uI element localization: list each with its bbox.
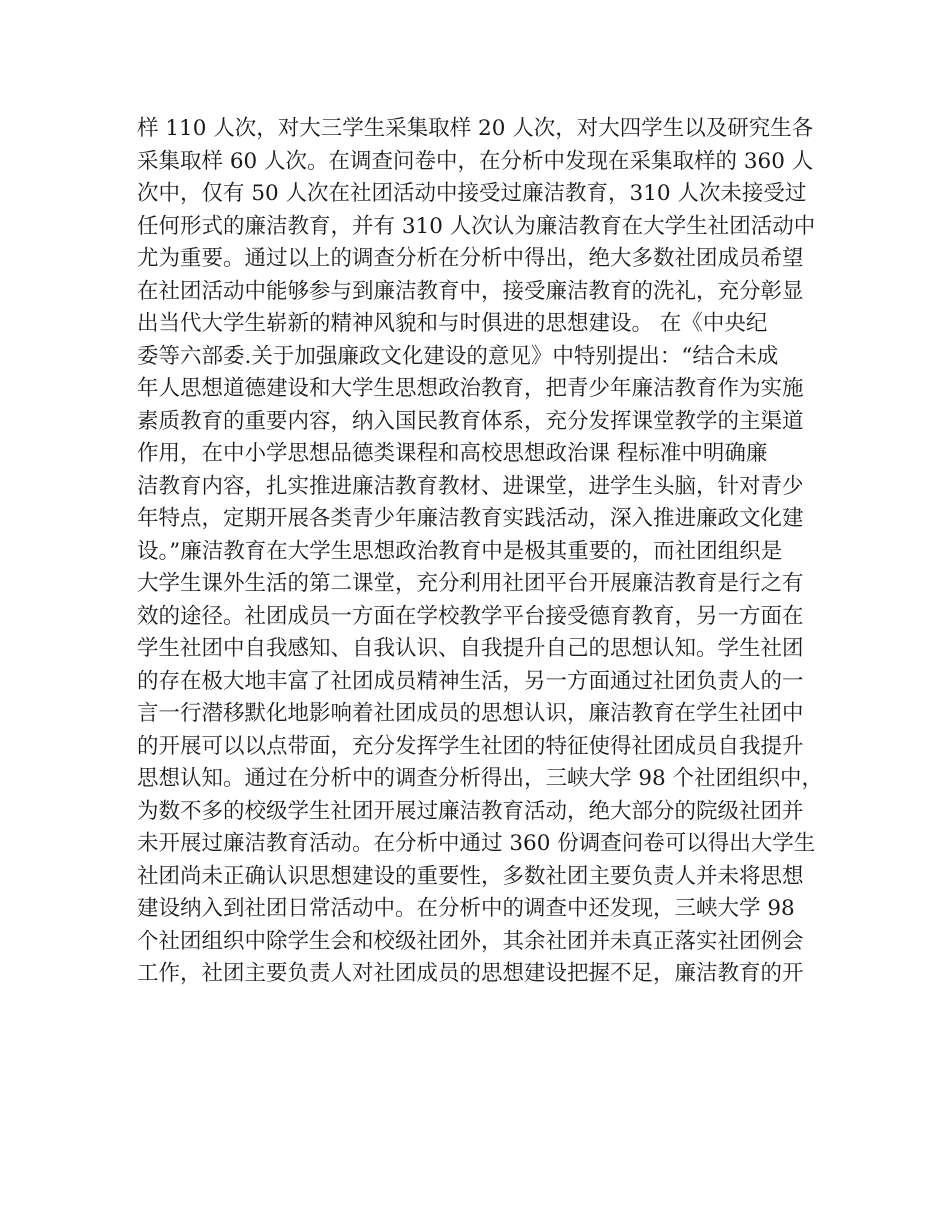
text-line: 个社团组织中除学生会和校级社团外，其余社团并未真正落实社团例会 bbox=[137, 928, 804, 954]
text-line: 设。”廉洁教育在大学生思想政治教育中是极其重要的，而社团组织是 bbox=[137, 538, 783, 564]
text-line: 言一行潜移默化地影响着社团成员的思想认识，廉洁教育在学生社团中 bbox=[137, 701, 804, 726]
text-line: 任何形式的廉洁教育，并有 310 人次认为廉洁教育在大学生社团活动中 bbox=[137, 213, 816, 239]
text-line: 为数不多的校级学生社团开展过廉洁教育活动，绝大部分的院级社团并 bbox=[137, 798, 804, 824]
text-line: 年特点，定期开展各类青少年廉洁教育实践活动，深入推进廉政文化建 bbox=[137, 506, 804, 531]
text-line: 委等六部委.关于加强廉政文化建设的意见》中特别提出：“结合未成 bbox=[137, 343, 779, 369]
text-line: 年人思想道德建设和大学生思想政治教育，把青少年廉洁教育作为实施 bbox=[137, 376, 804, 401]
text-line: 在社团活动中能够参与到廉洁教育中，接受廉洁教育的洗礼，充分彰显 bbox=[137, 278, 804, 304]
text-line: 社团尚未正确认识思想建设的重要性，多数社团主要负责人并未将思想 bbox=[137, 863, 804, 889]
text-line: 大学生课外生活的第二课堂，充分利用社团平台开展廉洁教育是行之有 bbox=[137, 571, 804, 596]
text-line: 的开展可以以点带面，充分发挥学生社团的特征使得社团成员自我提升 bbox=[137, 733, 804, 759]
text-line: 作用，在中小学思想品德类课程和高校思想政治课 程标准中明确廉 bbox=[137, 441, 768, 466]
text-line: 的存在极大地丰富了社团成员精神生活，另一方面通过社团负责人的一 bbox=[137, 668, 804, 694]
text-line: 未开展过廉洁教育活动。在分析中通过 360 份调查问卷可以得出大学生 bbox=[137, 831, 816, 856]
text-line: 样 110 人次，对大三学生采集取样 20 人次，对大四学生以及研究生各 bbox=[137, 116, 814, 141]
text-line: 建设纳入到社团日常活动中。在分析中的调查中还发现，三峡大学 98 bbox=[137, 896, 795, 921]
text-line: 次中，仅有 50 人次在社团活动中接受过廉洁教育，310 人次未接受过 bbox=[137, 181, 807, 206]
text-line: 尤为重要。通过以上的调查分析在分析中得出，绝大多数社团成员希望 bbox=[137, 246, 804, 271]
text-line: 学生社团中自我感知、自我认识、自我提升自己的思想认知。学生社团 bbox=[137, 636, 804, 661]
text-line: 采集取样 60 人次。在调查问卷中，在分析中发现在采集取样的 360 人 bbox=[137, 148, 814, 174]
body-text bbox=[137, 113, 827, 991]
text-line: 洁教育内容，扎实推进廉洁教育教材、进课堂，进学生头脑，针对青少 bbox=[137, 473, 804, 499]
text-line: 效的途径。社团成员一方面在学校教学平台接受德育教育，另一方面在 bbox=[137, 603, 804, 629]
text-line: 思想认知。通过在分析中的调查分析得出，三峡大学 98 个社团组织中， bbox=[137, 766, 824, 791]
text-line: 素质教育的重要内容，纳入国民教育体系，充分发挥课堂教学的主渠道 bbox=[137, 408, 804, 434]
text-line: 出当代大学生崭新的精神风貌和与时俱进的思想建设。 在《中央纪 bbox=[137, 311, 768, 336]
text-line: 工作，社团主要负责人对社团成员的思想建设把握不足，廉洁教育的开 bbox=[137, 961, 804, 986]
